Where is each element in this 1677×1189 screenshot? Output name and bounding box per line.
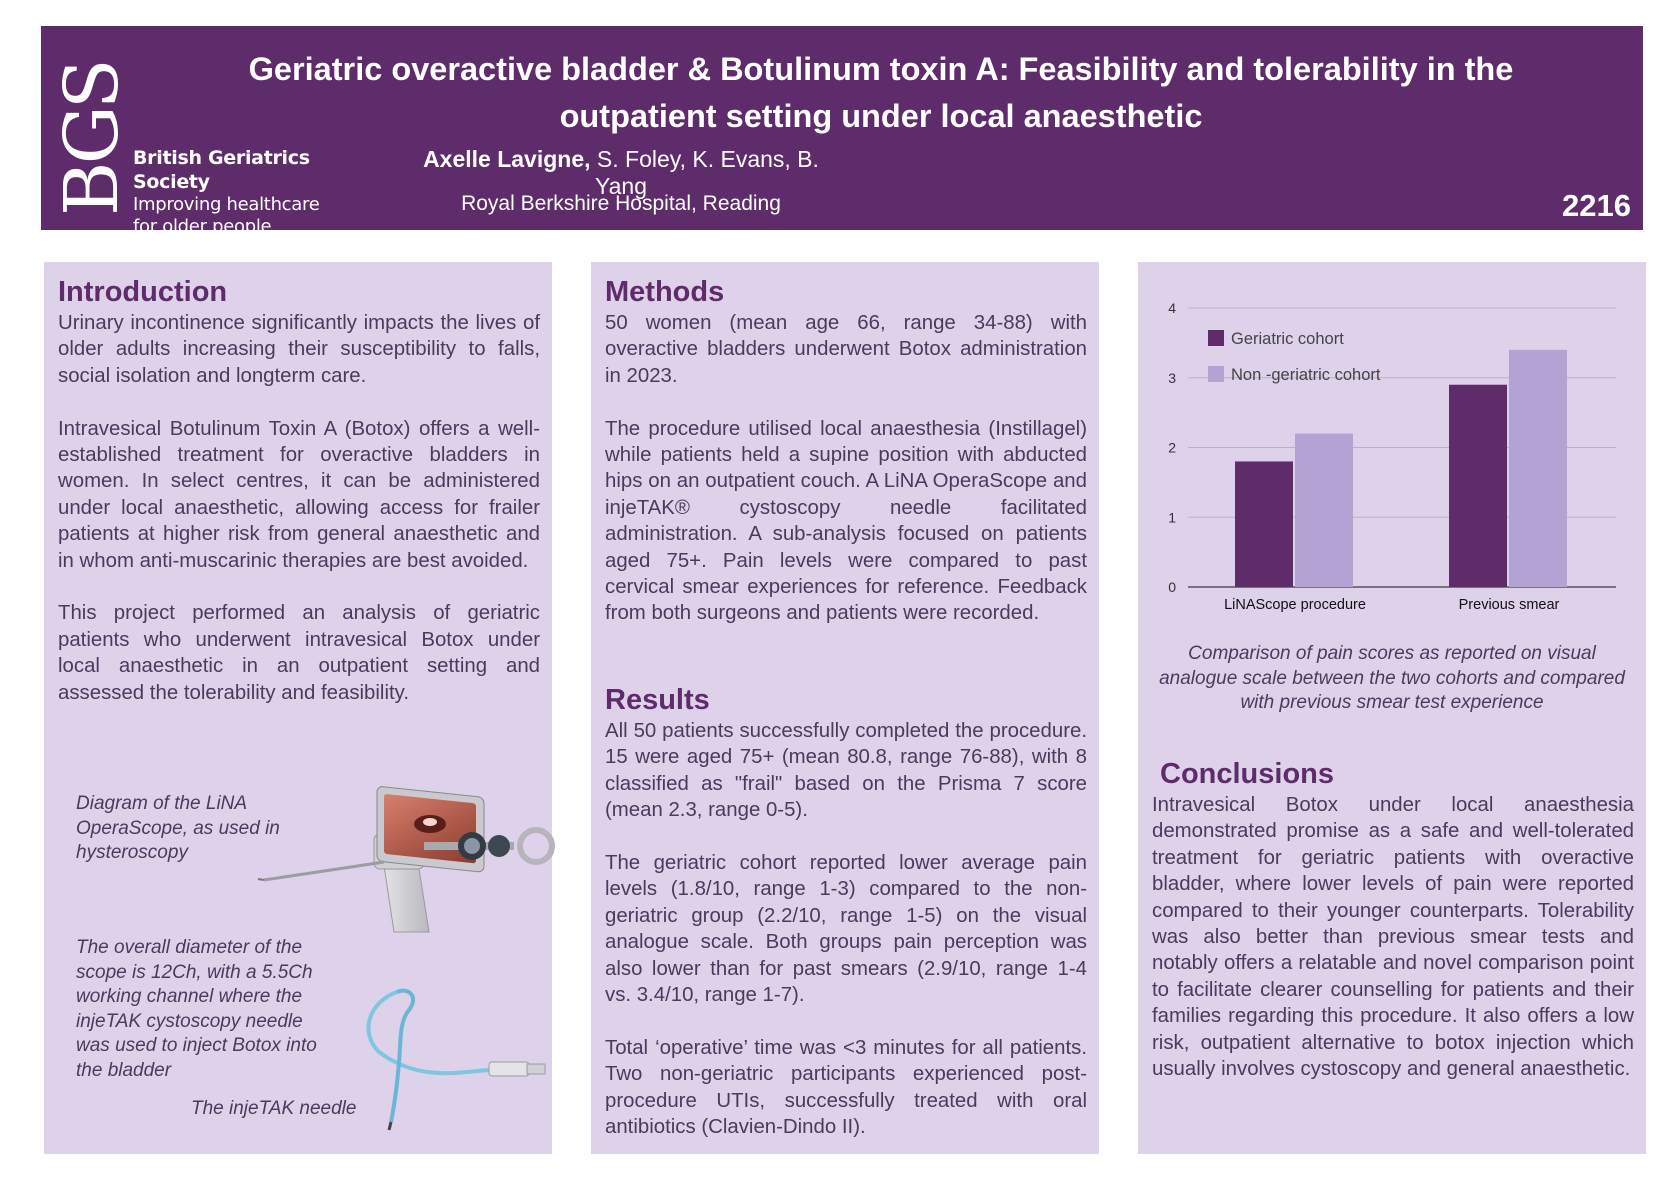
poster-number: 2216 (1562, 188, 1631, 223)
methods-results-panel (591, 262, 1099, 1154)
conclusions-body: Intravesical Botox under local anaesthesia demonstrated promise as a safe and well-tolerated treatment for geriatric patients with overactive bladder, where lower levels of pain were reported compared to their younger counterparts. Tolerability was also better than previous smear tests and notably offers a relatable and novel comparison point to facilitate clearer counselling for patients and their families regarding this procedure. It also offers a low risk, outpatient alternative to botox injection which usually involves cystoscopy and general anaesthetic. (1152, 794, 1634, 1081)
methods-heading: Methods (605, 276, 725, 308)
chart-conclusions-panel (1138, 262, 1646, 1154)
operascope-illustration (224, 762, 554, 942)
y-tick-label: 1 (1168, 509, 1176, 526)
affiliation: Royal Berkshire Hospital, Reading (461, 192, 781, 215)
chart-caption: Comparison of pain scores as reported on visual analogue scale between the two cohorts and compared with previous smear test experience (1159, 643, 1625, 713)
introduction-paragraph: Intravesical Botulinum Toxin A (Botox) offers a well-established treatment for overactive bladders in women. In select centres, it can be administered under local anaesthetic, allowing access for frailer patients at higher risk from general anaesthetic and in whom anti-muscarinic therapies are best avoided. (58, 417, 540, 572)
bgs-logo-letters: BGS (49, 62, 135, 216)
scope-diameter-caption: The overall diameter of the scope is 12Ch, with a 5.5Ch working channel where the injeTAK cystoscopy needle was used to inject Botox into the bladder (76, 937, 317, 1081)
conclusions-heading: Conclusions (1160, 758, 1335, 790)
bar-1-1 (1509, 350, 1567, 587)
co-authors: S. Foley, K. Evans, B. Yang (590, 146, 819, 199)
injetak-needle-caption: The injeTAK needle (191, 1098, 357, 1119)
poster-header (41, 26, 1643, 237)
results-heading: Results (605, 684, 710, 716)
logo-tagline-line2: for older people (133, 216, 272, 237)
poster-title-line2: outpatient setting under local anaesthetic (559, 98, 1203, 134)
y-tick-label: 0 (1168, 579, 1176, 595)
pain-score-bar-chart (1138, 262, 1646, 642)
legend-swatch (1208, 366, 1224, 382)
x-category-label: Previous smear (1458, 597, 1560, 613)
introduction-panel (44, 262, 552, 1154)
legend-label: Geriatric cohort (1231, 330, 1344, 348)
poster-title-line1: Geriatric overactive bladder & Botulinum toxin A: Feasibility and tolerability in the (248, 51, 1514, 87)
x-category-label: LiNAScope procedure (1224, 597, 1366, 613)
results-paragraph: All 50 patients successfully completed the procedure. 15 were aged 75+ (mean 80.8, range 76-88), with 8 classified as "frail" based on the Prisma 7 score (mean 2.3, range 0-5). (605, 720, 1087, 822)
y-tick-label: 2 (1168, 439, 1176, 456)
logo-tagline-line1: Improving healthcare (133, 194, 320, 215)
lead-author: Axelle Lavigne, (423, 146, 591, 172)
bar-0-0 (1235, 461, 1293, 587)
logo-tagline (133, 194, 375, 238)
results-paragraph: The geriatric cohort reported lower average pain levels (1.8/10, range 1-3) compared to the non-geriatric group (2.2/10, range 1-5) on the visual analogue scale. Both groups pain perception was also lower than for past smears (2.9/10, range 1-4 vs. 3.4/10, range 1-7). (605, 852, 1087, 1007)
introduction-body (58, 310, 540, 706)
methods-paragraph: The procedure utilised local anaesthesia (Instillagel) while patients held a supine position with abducted hips on an outpatient couch. A LiNA OperaScope and injeTAK® cystoscopy needle facilitated administration. A sub-analysis focused on patients aged 75+. Pain levels were compared to past cervical smear experiences for reference. Feedback from both surgeons and patients were recorded. (605, 417, 1087, 625)
bar-1-0 (1449, 385, 1507, 587)
poster-title (181, 46, 1581, 140)
legend-swatch (1208, 330, 1224, 346)
introduction-paragraph: Urinary incontinence significantly impacts the lives of older adults increasing their susceptibility to falls, social isolation and longterm care. (58, 312, 540, 387)
introduction-paragraph: This project performed an analysis of geriatric patients who underwent intravesical Botox under local anaesthetic in an outpatient setting and assessed the tolerability and feasibility. (58, 602, 540, 704)
methods-body (605, 310, 1087, 627)
bar-0-1 (1295, 434, 1353, 587)
operascope-caption: Diagram of the LiNA OperaScope, as used in hysteroscopy (76, 793, 280, 863)
introduction-heading: Introduction (58, 276, 228, 308)
y-tick-label: 4 (1168, 300, 1176, 316)
results-paragraph: Total ‘operative’ time was <3 minutes for all patients. Two non-geriatric participants experienced post-procedure UTIs, successfully treated with oral antibiotics (Clavien-Dindo II). (605, 1036, 1087, 1139)
logo-organisation-name: British Geriatrics Society (133, 147, 310, 193)
bgs-logo-mark (49, 46, 135, 226)
legend-label: Non -geriatric cohort (1231, 366, 1381, 384)
results-body (605, 718, 1087, 1140)
methods-paragraph: 50 women (mean age 66, range 34-88) with overactive bladders underwent Botox administration in 2023. (605, 312, 1087, 387)
y-tick-label: 3 (1168, 369, 1176, 386)
